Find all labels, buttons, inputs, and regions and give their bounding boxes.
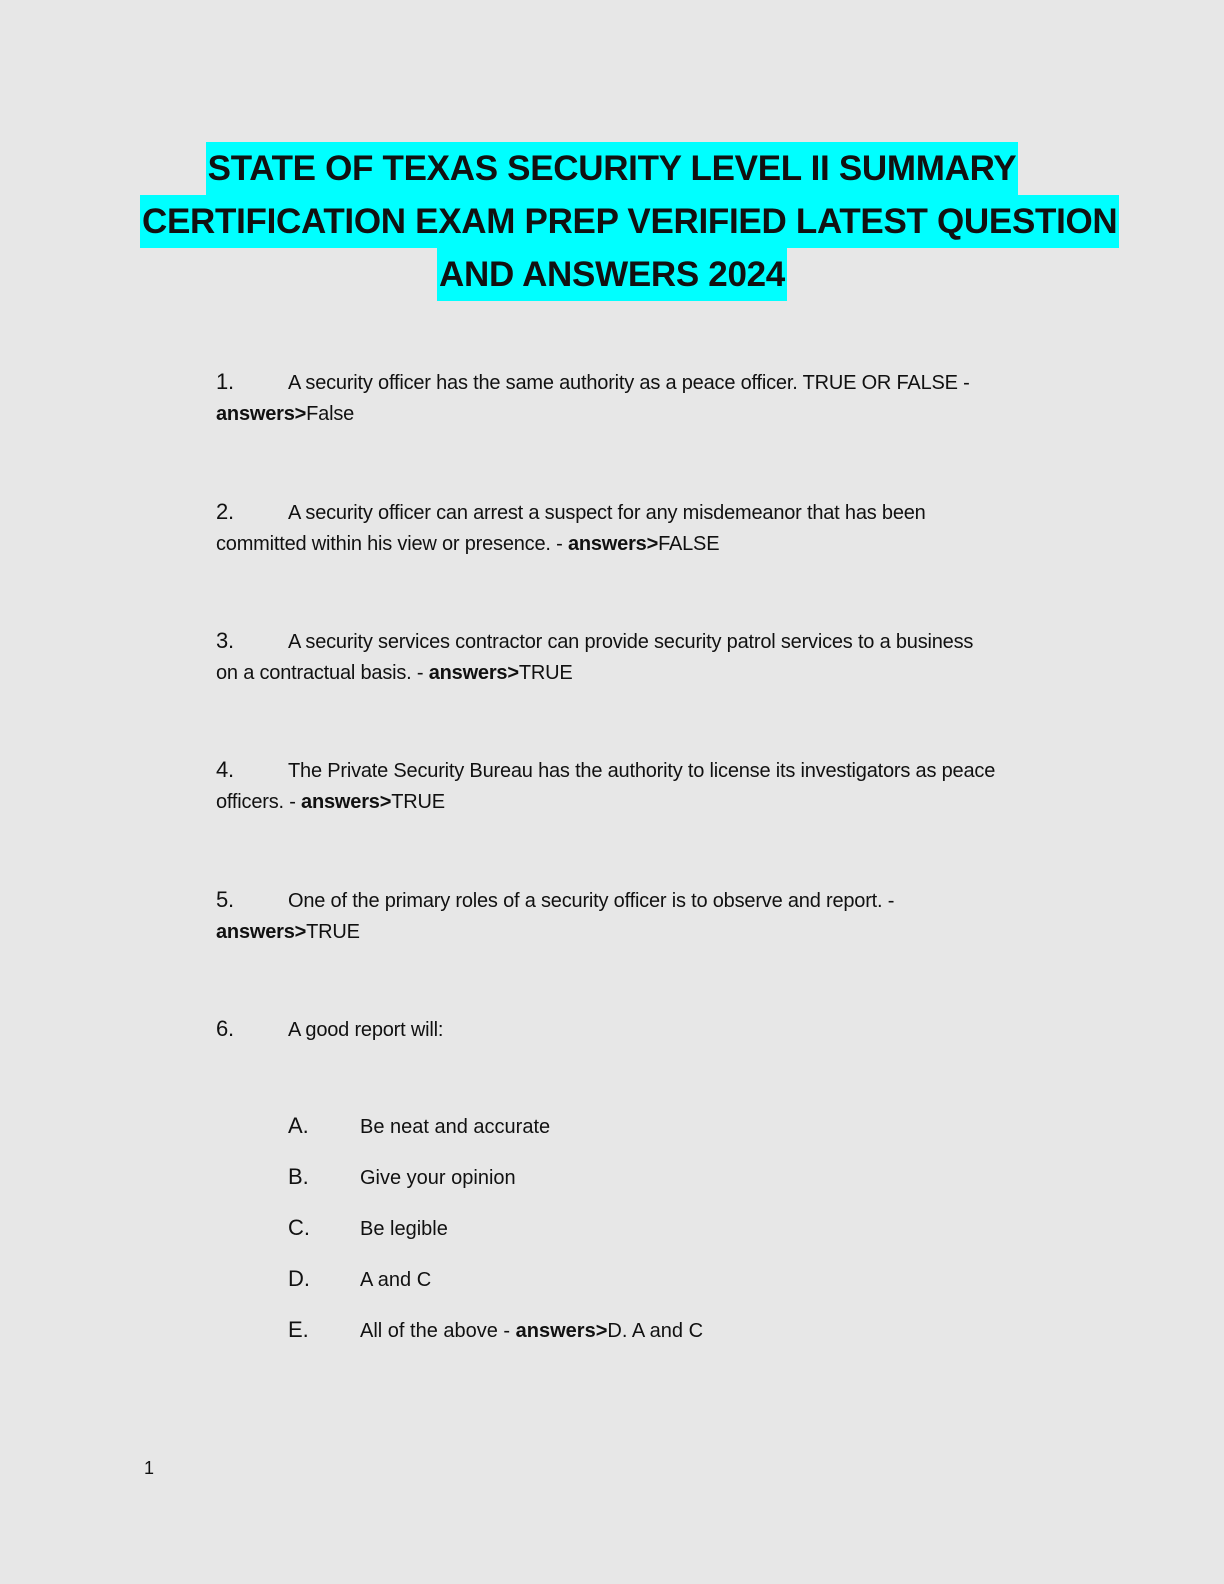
option-letter: E. <box>288 1317 309 1342</box>
question-text-continued: on a contractual basis. - <box>216 662 429 684</box>
question-5 <box>216 884 1086 948</box>
answer-value: TRUE <box>306 921 360 943</box>
answer-value: False <box>306 403 355 425</box>
title-line-1: STATE OF TEXAS SECURITY LEVEL II SUMMARY <box>206 142 1019 195</box>
answer-prefix: answers> <box>216 403 307 425</box>
option-b <box>288 1161 516 1194</box>
option-text: Be neat and accurate <box>360 1116 551 1138</box>
answer-prefix: answers> <box>515 1320 608 1342</box>
option-letter: C. <box>288 1215 310 1240</box>
answer-value: TRUE <box>391 791 445 813</box>
option-c <box>288 1212 448 1245</box>
answer-value: D. A and C <box>607 1320 704 1342</box>
question-text-continued: officers. - <box>216 791 302 813</box>
question-text: A good report will: <box>288 1019 444 1041</box>
answer-prefix: answers> <box>301 791 392 813</box>
question-text: A security officer has the same authority as a peace officer. TRUE OR FALSE - <box>288 372 970 394</box>
answer-prefix: answers> <box>216 921 307 943</box>
question-text: A security services contractor can provide security patrol services to a business <box>288 631 974 653</box>
option-text: Give your opinion <box>360 1167 516 1189</box>
question-number: 6. <box>216 1016 234 1041</box>
question-text: A security officer can arrest a suspect for any misdemeanor that has been <box>288 502 926 524</box>
answer-value: TRUE <box>518 662 573 684</box>
question-number: 2. <box>216 499 234 524</box>
question-2 <box>216 496 1086 560</box>
option-a <box>288 1110 550 1143</box>
option-text: All of the above - <box>360 1320 516 1342</box>
title-line-2: CERTIFICATION EXAM PREP VERIFIED LATEST QUESTION <box>140 195 1119 248</box>
option-d <box>288 1263 431 1296</box>
question-3 <box>216 625 1086 689</box>
option-e <box>288 1314 703 1347</box>
answer-prefix: answers> <box>428 662 519 684</box>
option-text: Be legible <box>360 1218 448 1240</box>
question-text: One of the primary roles of a security officer is to observe and report. - <box>288 890 895 912</box>
question-1 <box>216 366 1086 430</box>
option-letter: D. <box>288 1266 310 1291</box>
page-number: 1 <box>144 1458 155 1478</box>
question-number: 5. <box>216 887 234 912</box>
option-letter: A. <box>288 1113 309 1138</box>
question-number: 1. <box>216 369 234 394</box>
answer-prefix: answers> <box>567 533 659 555</box>
title-line-3: AND ANSWERS 2024 <box>437 248 787 301</box>
question-text: The Private Security Bureau has the authority to license its investigators as peace <box>288 760 996 782</box>
option-letter: B. <box>288 1164 309 1189</box>
question-text-continued: committed within his view or presence. - <box>216 533 568 555</box>
question-number: 3. <box>216 628 234 653</box>
option-text: A and C <box>360 1269 432 1291</box>
question-4 <box>216 754 1086 818</box>
question-number: 4. <box>216 757 234 782</box>
document-title <box>140 142 1118 301</box>
answer-value: FALSE <box>658 533 720 555</box>
question-6 <box>216 1013 1086 1046</box>
